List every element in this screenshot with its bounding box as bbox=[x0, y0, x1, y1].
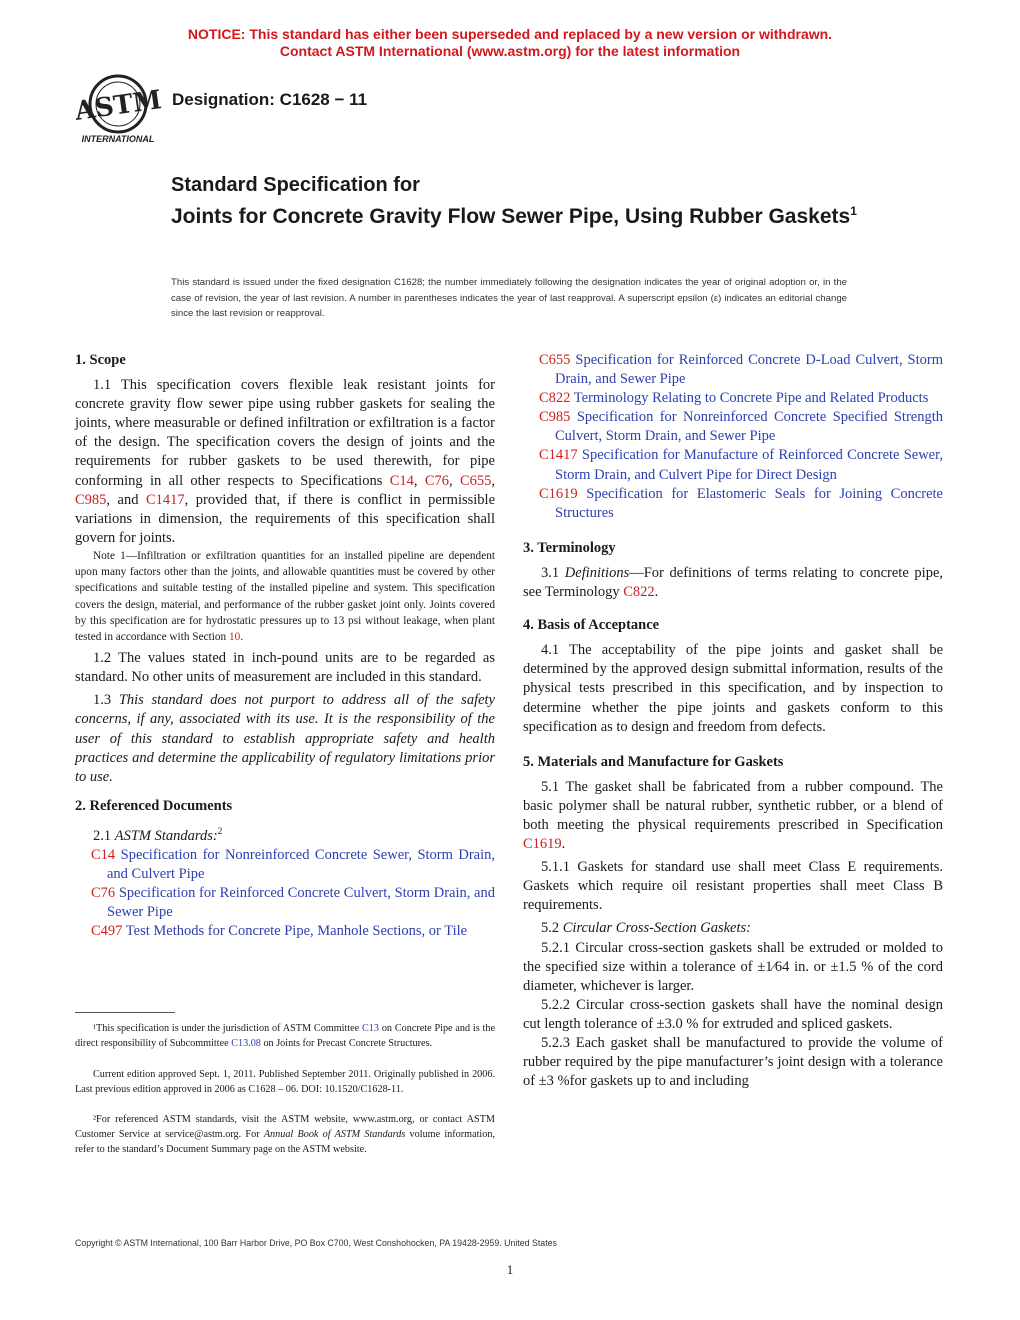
paragraph-3-1 bbox=[523, 564, 943, 602]
astm-logo-icon bbox=[74, 72, 162, 146]
ref-code-c76[interactable]: C76 bbox=[91, 885, 116, 902]
p5-1-end: . bbox=[561, 836, 566, 853]
ref-code-c1619[interactable]: C1619 bbox=[539, 485, 578, 502]
fn2-italic: Annual Book of ASTM Standards bbox=[263, 1129, 406, 1140]
paragraph-5-2 bbox=[523, 919, 943, 938]
reference-item-c822 bbox=[523, 389, 943, 408]
ref-title-c822[interactable]: Terminology Relating to Concrete Pipe and Related Products bbox=[570, 390, 929, 407]
note-1-text: Note 1—Infiltration or exfiltration quantities for an installed pipeline are dependent upon many factors other than the joints, and allowable quantities must be covered by other specifications and suitable testing of the installed pipeline and system. This specification covers the design, material, and performance of the rubber gasket joint only. Joints covered by this specification are for hydrostatic pressures up to 13 psi without leakage, when plant tested in accordance with Section bbox=[75, 549, 495, 643]
p3-1-num: 3.1 bbox=[541, 564, 565, 581]
section-5-heading: 5. Materials and Manufacture for Gaskets bbox=[523, 753, 784, 770]
paragraph-5-1-1: 5.1.1 Gaskets for standard use shall meet Class E requirements. Gaskets which require oil resistant properties shall meet Class B requirements. bbox=[523, 859, 943, 914]
issue-note: This standard is issued under the fixed designation C1628; the number immediately following the designation indicates the year of original adoption or, in the case of revision, the year of last revision. A number in parentheses indicates the year of last reapproval. A superscript epsilon (ε) indicates an editorial change since the last revision or reapproval. bbox=[171, 277, 847, 319]
logo-wordmark: INTERNATIONAL bbox=[81, 134, 155, 144]
committee-c13-link[interactable]: C13 bbox=[362, 1023, 379, 1034]
fn2-text-b: volume information, refer to the standard’s Document Summary page on the ASTM website. bbox=[75, 1129, 495, 1155]
ref-code-c822[interactable]: C822 bbox=[539, 390, 571, 407]
notice-line-1: NOTICE: This standard has either been superseded and replaced by a new version or withdrawn. bbox=[187, 26, 833, 42]
reference-item-c76 bbox=[75, 884, 495, 922]
paragraph-1-2: 1.2 The values stated in inch-pound units are to be regarded as standard. No other units of measurement are included in this standard. bbox=[75, 650, 495, 686]
ref-code-c985[interactable]: C985 bbox=[539, 409, 571, 426]
ref-code-c1417[interactable]: C1417 bbox=[539, 447, 578, 464]
reference-item-c14 bbox=[75, 846, 495, 884]
p1-1-text-a: 1.1 This specification covers flexible leak resistant joints for concrete gravity flow sewer pipe using rubber gaskets for sealing the joints, where measurable or defined infiltration or exfiltration is a factor of the design. The specification covers the design of joints and the requirements for rubber gaskets to be used therewith, for pipe conforming in all other respects to Specifications bbox=[75, 377, 495, 489]
withdrawal-notice bbox=[0, 26, 1020, 60]
title-line-1: Standard Specification for bbox=[171, 174, 420, 196]
section-4-heading: 4. Basis of Acceptance bbox=[523, 617, 660, 634]
p3-1-italic: Definitions bbox=[564, 564, 630, 581]
footnote-1 bbox=[75, 1021, 495, 1051]
section-10-link[interactable]: 10 bbox=[229, 630, 241, 643]
ref-title-c1619[interactable]: Specification for Elastomeric Seals for Joining Concrete Structures bbox=[555, 485, 943, 521]
p2-1-num: 2.1 bbox=[93, 827, 115, 844]
p3-1-text: —For definitions of terms relating to concrete pipe, see Terminology bbox=[523, 564, 943, 601]
ref-link-c76[interactable]: C76 bbox=[424, 472, 449, 489]
ref-link-c655[interactable]: C655 bbox=[459, 472, 492, 489]
ref-link-c822-terminology[interactable]: C822 bbox=[623, 584, 655, 601]
p1-3-num: 1.3 bbox=[93, 692, 119, 709]
reference-item-c497 bbox=[75, 922, 495, 941]
notice-line-2: Contact ASTM International (www.astm.org) for the latest information bbox=[279, 43, 741, 59]
p2-1-sup: 2 bbox=[217, 825, 223, 836]
ref-code-c14[interactable]: C14 bbox=[91, 846, 116, 863]
ref-title-c76[interactable]: Specification for Reinforced Concrete Culvert, Storm Drain, and Sewer Pipe bbox=[107, 885, 495, 921]
note-1-end: . bbox=[240, 630, 244, 643]
ref-link-c985[interactable]: C985 bbox=[75, 491, 107, 508]
p3-1-end: . bbox=[654, 584, 659, 601]
p2-1-text: ASTM Standards: bbox=[114, 827, 218, 844]
p1-1-text-b: , provided that, if there is conflict in permissible variations in dimension, the requirements of this specification shall govern for joints. bbox=[75, 491, 495, 546]
paragraph-5-2-1: 5.2.1 Circular cross-section gaskets shall be extruded or molded to the specified size within a tolerance of ±1⁄64 in. or ±1.5 % of the cord diameter, whichever is larger. bbox=[523, 939, 943, 994]
paragraph-2-1 bbox=[75, 822, 495, 846]
ref-title-c655[interactable]: Specification for Reinforced Concrete D-Load Culvert, Storm Drain, and Sewer Pipe bbox=[555, 352, 943, 388]
reference-item-c655 bbox=[523, 351, 943, 389]
fn1-text-c: on Joints for Precast Concrete Structures. bbox=[260, 1038, 433, 1049]
ref-link-c1619-spec[interactable]: C1619 bbox=[523, 836, 562, 853]
paragraph-5-1 bbox=[523, 778, 943, 854]
astm-logo bbox=[74, 72, 162, 146]
designation: Designation: C1628 − 11 bbox=[172, 90, 368, 109]
p1-3-text: This standard does not purport to address all of the safety concerns, if any, associated with its use. It is the responsibility of the user of this standard to establish appropriate safety and health practices and determine the applicability of regulatory limitations prior to use. bbox=[75, 692, 495, 785]
section-1-heading: 1. Scope bbox=[75, 352, 126, 368]
subcommittee-c13-08-link[interactable]: C13.08 bbox=[231, 1038, 261, 1049]
svg-text:ASTM: ASTM bbox=[74, 85, 162, 127]
left-column bbox=[75, 351, 495, 941]
paragraph-5-2-3: 5.2.3 Each gasket shall be manufactured to provide the volume of rubber required by the pipe manufacturer’s joint design with a tolerance of ±3 %for gaskets up to and including bbox=[523, 1035, 943, 1090]
p5-1-text: 5.1 The gasket shall be fabricated from a rubber compound. The basic polymer shall be natural rubber, synthetic rubber, or a blend of both meeting the physical requirements prescribed in Specification bbox=[523, 778, 943, 833]
note-1 bbox=[75, 548, 495, 645]
ref-title-c14[interactable]: Specification for Nonreinforced Concrete Sewer, Storm Drain, and Culvert Pipe bbox=[107, 846, 495, 882]
paragraph-4-1: 4.1 The acceptability of the pipe joints and gasket shall be determined by the approved design submittal information, results of the physical tests prescribed in this specification, and by inspection to determine whether the pipe joints and gaskets conform to this specification as to design and freedom from defects. bbox=[523, 642, 943, 735]
ref-title-c1417[interactable]: Specification for Manufacture of Reinforced Concrete Sewer, Storm Drain, and Culvert Pipe for Direct Design bbox=[555, 447, 943, 483]
ref-title-c985[interactable]: Specification for Nonreinforced Concrete Specified Strength Culvert, Storm Drain, and Sewer Pipe bbox=[555, 409, 943, 445]
p5-2-italic: Circular Cross-Section Gaskets: bbox=[562, 920, 751, 937]
footnote-divider bbox=[75, 1012, 175, 1013]
reference-item-c985 bbox=[523, 408, 943, 446]
section-2-heading: 2. Referenced Documents bbox=[75, 797, 233, 814]
title-line-2 bbox=[171, 199, 871, 229]
reference-item-c1619 bbox=[523, 485, 943, 523]
footnote-1-edition: Current edition approved Sept. 1, 2011. Published September 2011. Originally published in 2006. Last previous edition approved in 2006 as C1628 – 06. DOI: 10.1520/C1628-11. bbox=[75, 1069, 495, 1095]
reference-item-c1417 bbox=[523, 446, 943, 484]
copyright-line: Copyright © ASTM International, 100 Barr Harbor Drive, PO Box C700, West Conshohocken, PA 19428-2959. United States bbox=[75, 1238, 557, 1248]
title-footnote-mark: 1 bbox=[850, 204, 857, 218]
fn1-text-a: ¹This specification is under the jurisdiction of ASTM Committee bbox=[93, 1023, 363, 1034]
right-column bbox=[523, 351, 943, 1091]
fn1-text-b: on Concrete Pipe and is the direct responsibility of Subcommittee bbox=[75, 1023, 495, 1049]
p5-2-num: 5.2 bbox=[541, 920, 563, 937]
ref-code-c655[interactable]: C655 bbox=[539, 352, 571, 368]
ref-code-c497[interactable]: C497 bbox=[91, 923, 123, 940]
paragraph-1-1: 1.1 This specification covers flexible leak resistant joints for concrete gravity flow sewer pipe using rubber gaskets for sealing the joints, where measurable or defined infiltration or exfiltration is a factor of the design. The specification covers the design of joints and the requirements for rubber gaskets to be used therewith, for pipe conforming in all other respects to Specifications C14, C76, C655, C985, and C1417, provided that, if there is conflict in permissible variations in dimension, the requirements of this specification shall govern for joints. bbox=[75, 377, 496, 546]
page-number: 1 bbox=[506, 1262, 514, 1277]
paragraph-5-2-2: 5.2.2 Circular cross-section gaskets shall have the nominal design cut length tolerance of ±3.0 % for extruded and spliced gaskets. bbox=[523, 996, 943, 1032]
ref-title-c497[interactable]: Test Methods for Concrete Pipe, Manhole Sections, or Tile bbox=[122, 923, 468, 940]
section-3-heading: 3. Terminology bbox=[523, 539, 616, 556]
title-main: Joints for Concrete Gravity Flow Sewer Pipe, Using Rubber Gaskets bbox=[171, 205, 851, 228]
paragraph-1-3 bbox=[75, 691, 495, 786]
footnote-2 bbox=[75, 1112, 495, 1157]
ref-link-c1417[interactable]: C1417 bbox=[145, 491, 185, 508]
ref-link-c14[interactable]: C14 bbox=[389, 472, 414, 489]
fn2-text-a: ²For referenced ASTM standards, visit the ASTM website, www.astm.org, or contact ASTM Customer Service at service@astm.org. For bbox=[75, 1114, 495, 1140]
